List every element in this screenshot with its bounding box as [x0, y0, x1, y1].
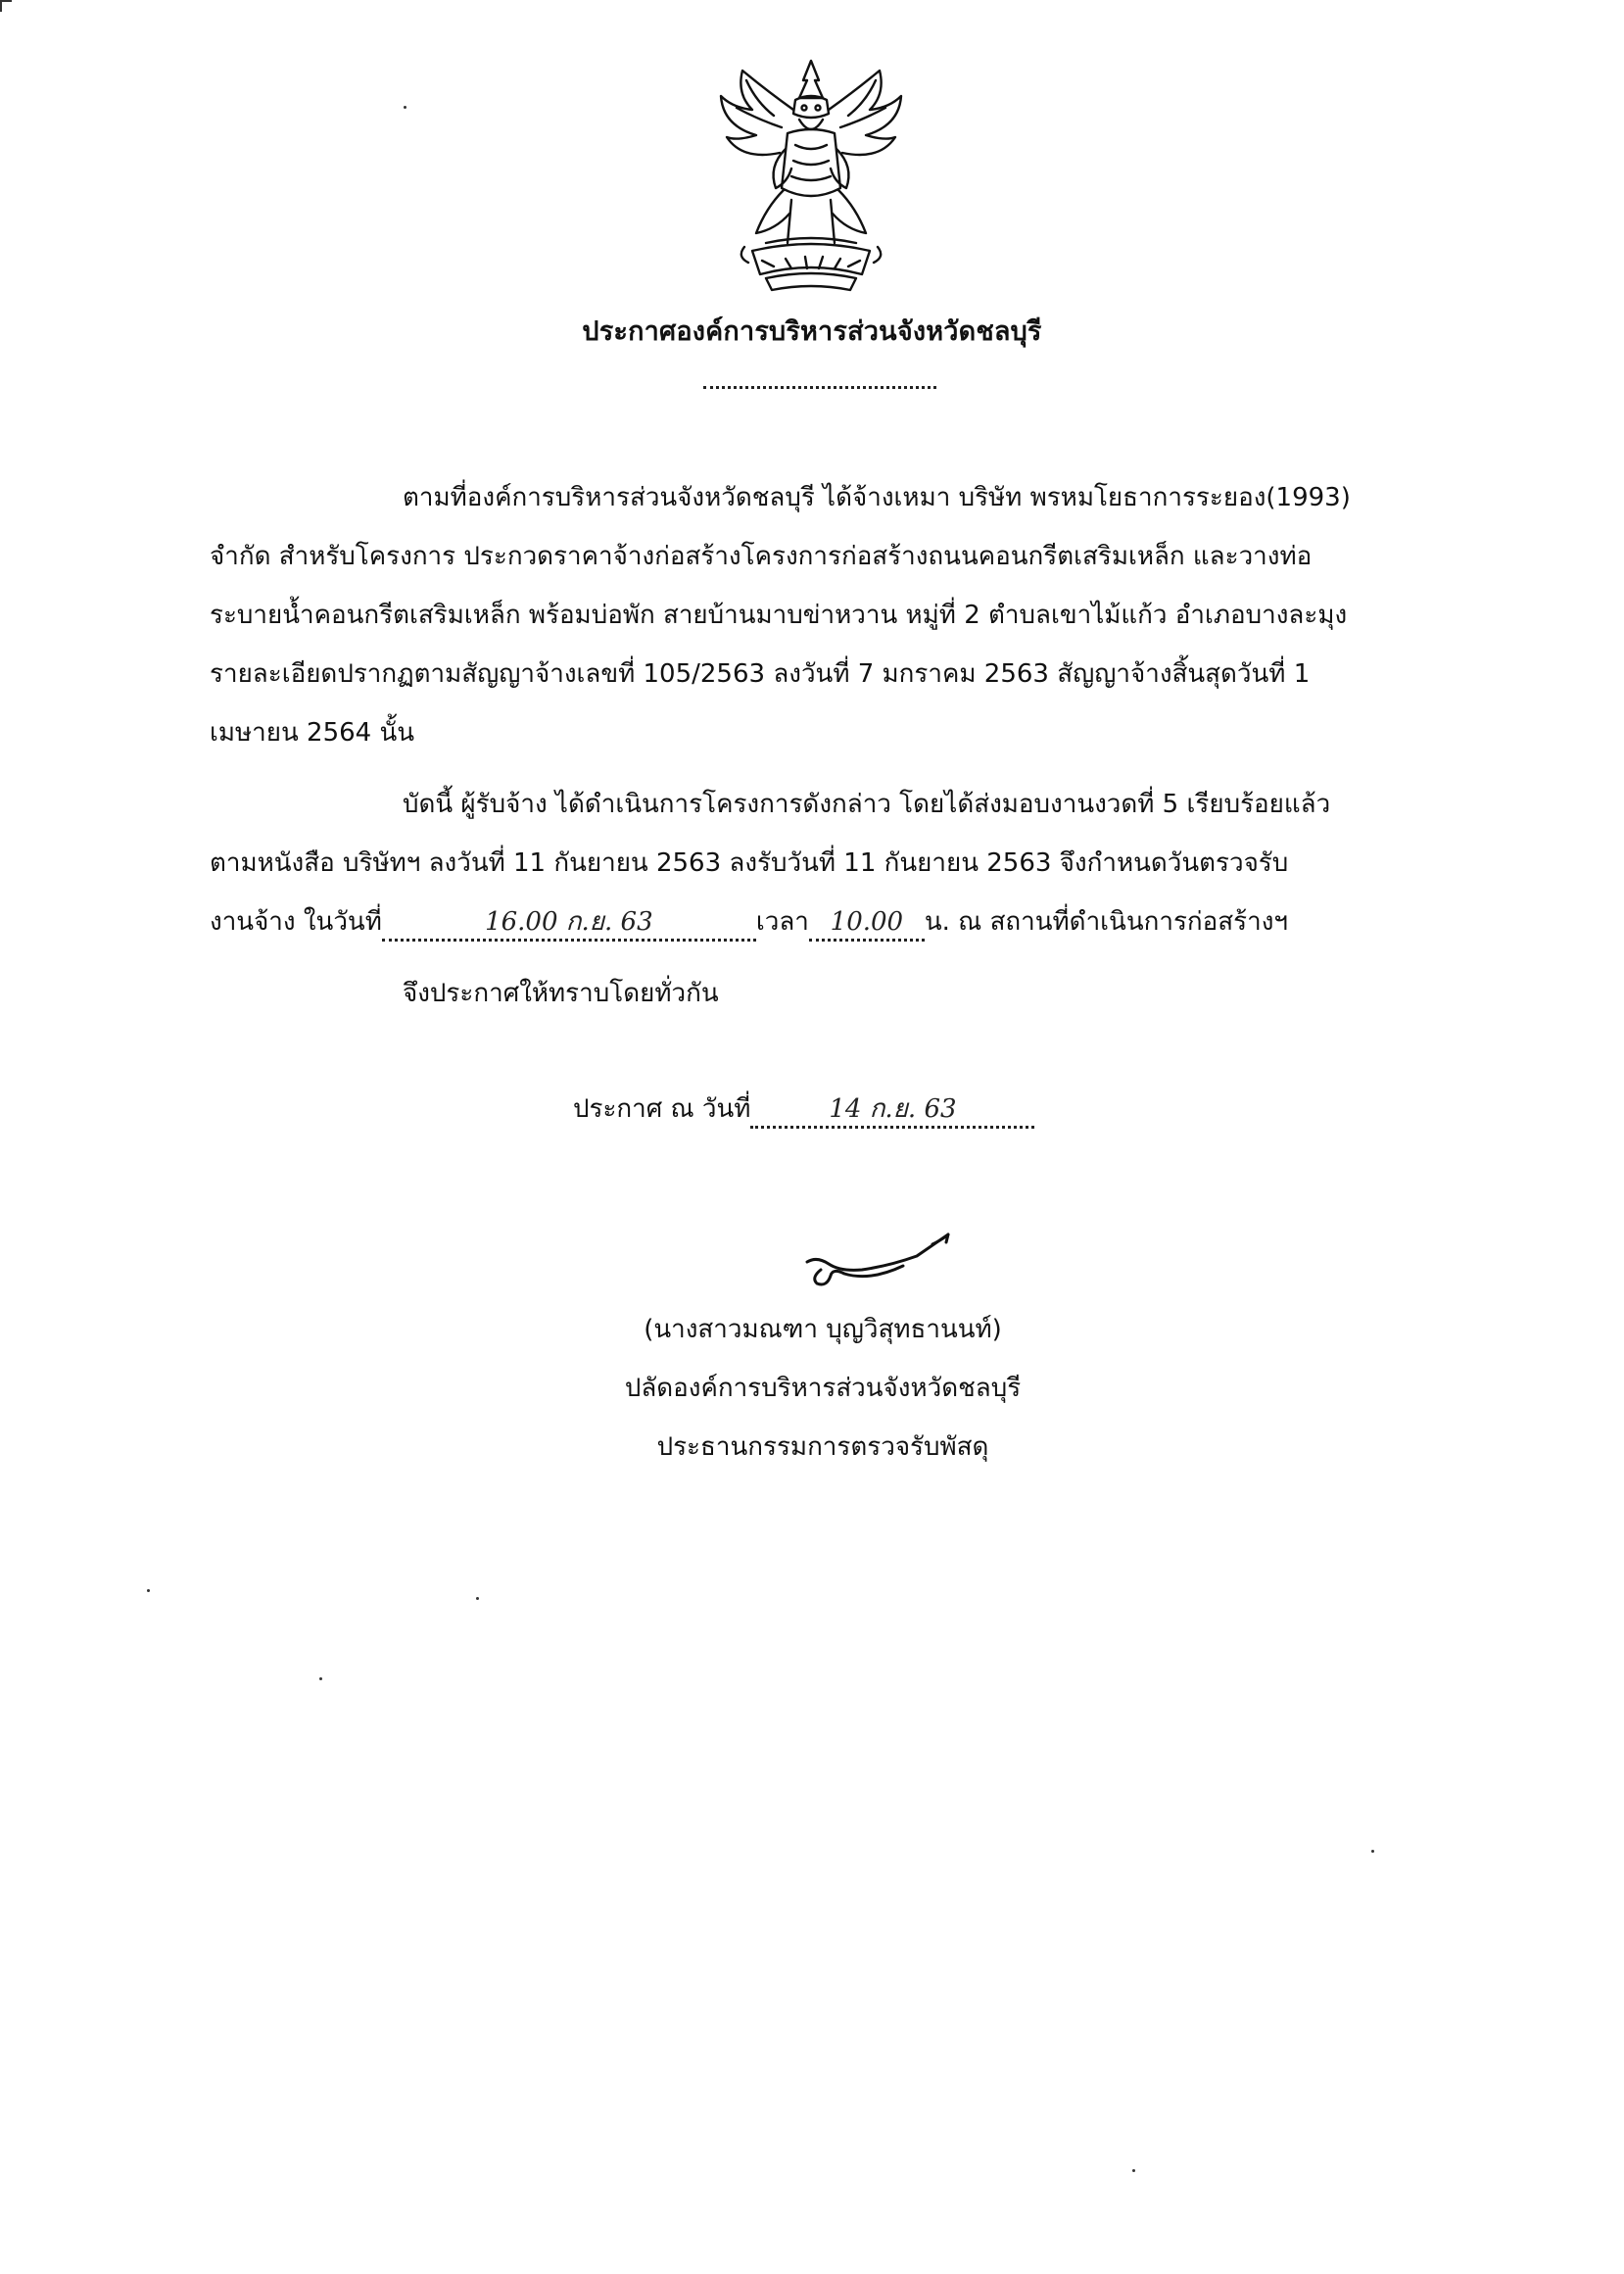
scan-speck	[319, 1677, 322, 1680]
time-label: เวลา	[755, 907, 809, 937]
title-dotted-rule	[703, 386, 936, 389]
scan-speck	[404, 106, 406, 109]
garuda-emblem-icon	[697, 51, 925, 296]
scan-speck	[1371, 1850, 1374, 1853]
announced-prefix: ประกาศ ณ วันที่	[573, 1094, 751, 1124]
inspection-line	[210, 901, 1288, 942]
scan-speck	[147, 1589, 150, 1592]
scan-speck	[476, 1597, 479, 1600]
paragraph2-line2: ตามหนังสือ บริษัทฯ ลงวันที่ 11 กันยายน 2563 ลงรับวันที่ 11 กันยายน 2563 จึงกำหนดวันตรวจรับ	[210, 848, 1289, 878]
paragraph1-line5: เมษายน 2564 นั้น	[210, 718, 415, 748]
paragraph1-line3: ระบายน้ำคอนกรีตเสริมเหล็ก พร้อมบ่อพัก สายบ้านมาบข่าหวาน หมู่ที่ 2 ตำบลเขาไม้แก้ว อำเภอบางละมุง	[210, 601, 1348, 630]
inspection-prefix: งานจ้าง ในวันที่	[210, 907, 382, 937]
paragraph1-line1: ตามที่องค์การบริหารส่วนจังหวัดชลบุรี ได้จ้างเหมา บริษัท พรหมโยธาการระยอง(1993)	[403, 483, 1351, 512]
inspection-suffix: น. ณ สถานที่ดำเนินการก่อสร้างฯ	[924, 907, 1288, 937]
signatory-name: (นางสาวมณฑา บุญวิสุทธานนท์)	[644, 1315, 1002, 1344]
paragraph1-line4: รายละเอียดปรากฏตามสัญญาจ้างเลขที่ 105/2563 ลงวันที่ 7 มกราคม 2563 สัญญาจ้างสิ้นสุดวันที่ 1	[210, 659, 1311, 689]
scan-speck	[1132, 2169, 1135, 2172]
inspection-date-handwritten: 16.00 ก.ย. 63	[382, 905, 756, 942]
signatory-position: ปลัดองค์การบริหารส่วนจังหวัดชลบุรี	[624, 1374, 1022, 1403]
scan-corner-mark	[0, 0, 12, 12]
announcement-title: ประกาศองค์การบริหารส่วนจังหวัดชลบุรี	[582, 316, 1042, 347]
inspection-time-handwritten: 10.00	[809, 905, 925, 942]
announced-date-handwritten: 14 ก.ย. 63	[750, 1092, 1034, 1129]
closing-statement: จึงประกาศให้ทราบโดยทั่วกัน	[403, 979, 719, 1008]
paragraph1-line2: จำกัด สำหรับโครงการ ประกวดราคาจ้างก่อสร้างโครงการก่อสร้างถนนคอนกรีตเสริมเหล็ก และวางท่อ	[210, 542, 1313, 571]
signatory-role: ประธานกรรมการตรวจรับพัสดุ	[656, 1432, 989, 1462]
paragraph2-line1: บัดนี้ ผู้รับจ้าง ได้ดำเนินการโครงการดังกล่าว โดยได้ส่งมอบงานงวดที่ 5 เรียบร้อยแล้ว	[403, 790, 1331, 819]
handwritten-signature	[801, 1227, 958, 1295]
announced-date-line	[573, 1089, 1034, 1129]
